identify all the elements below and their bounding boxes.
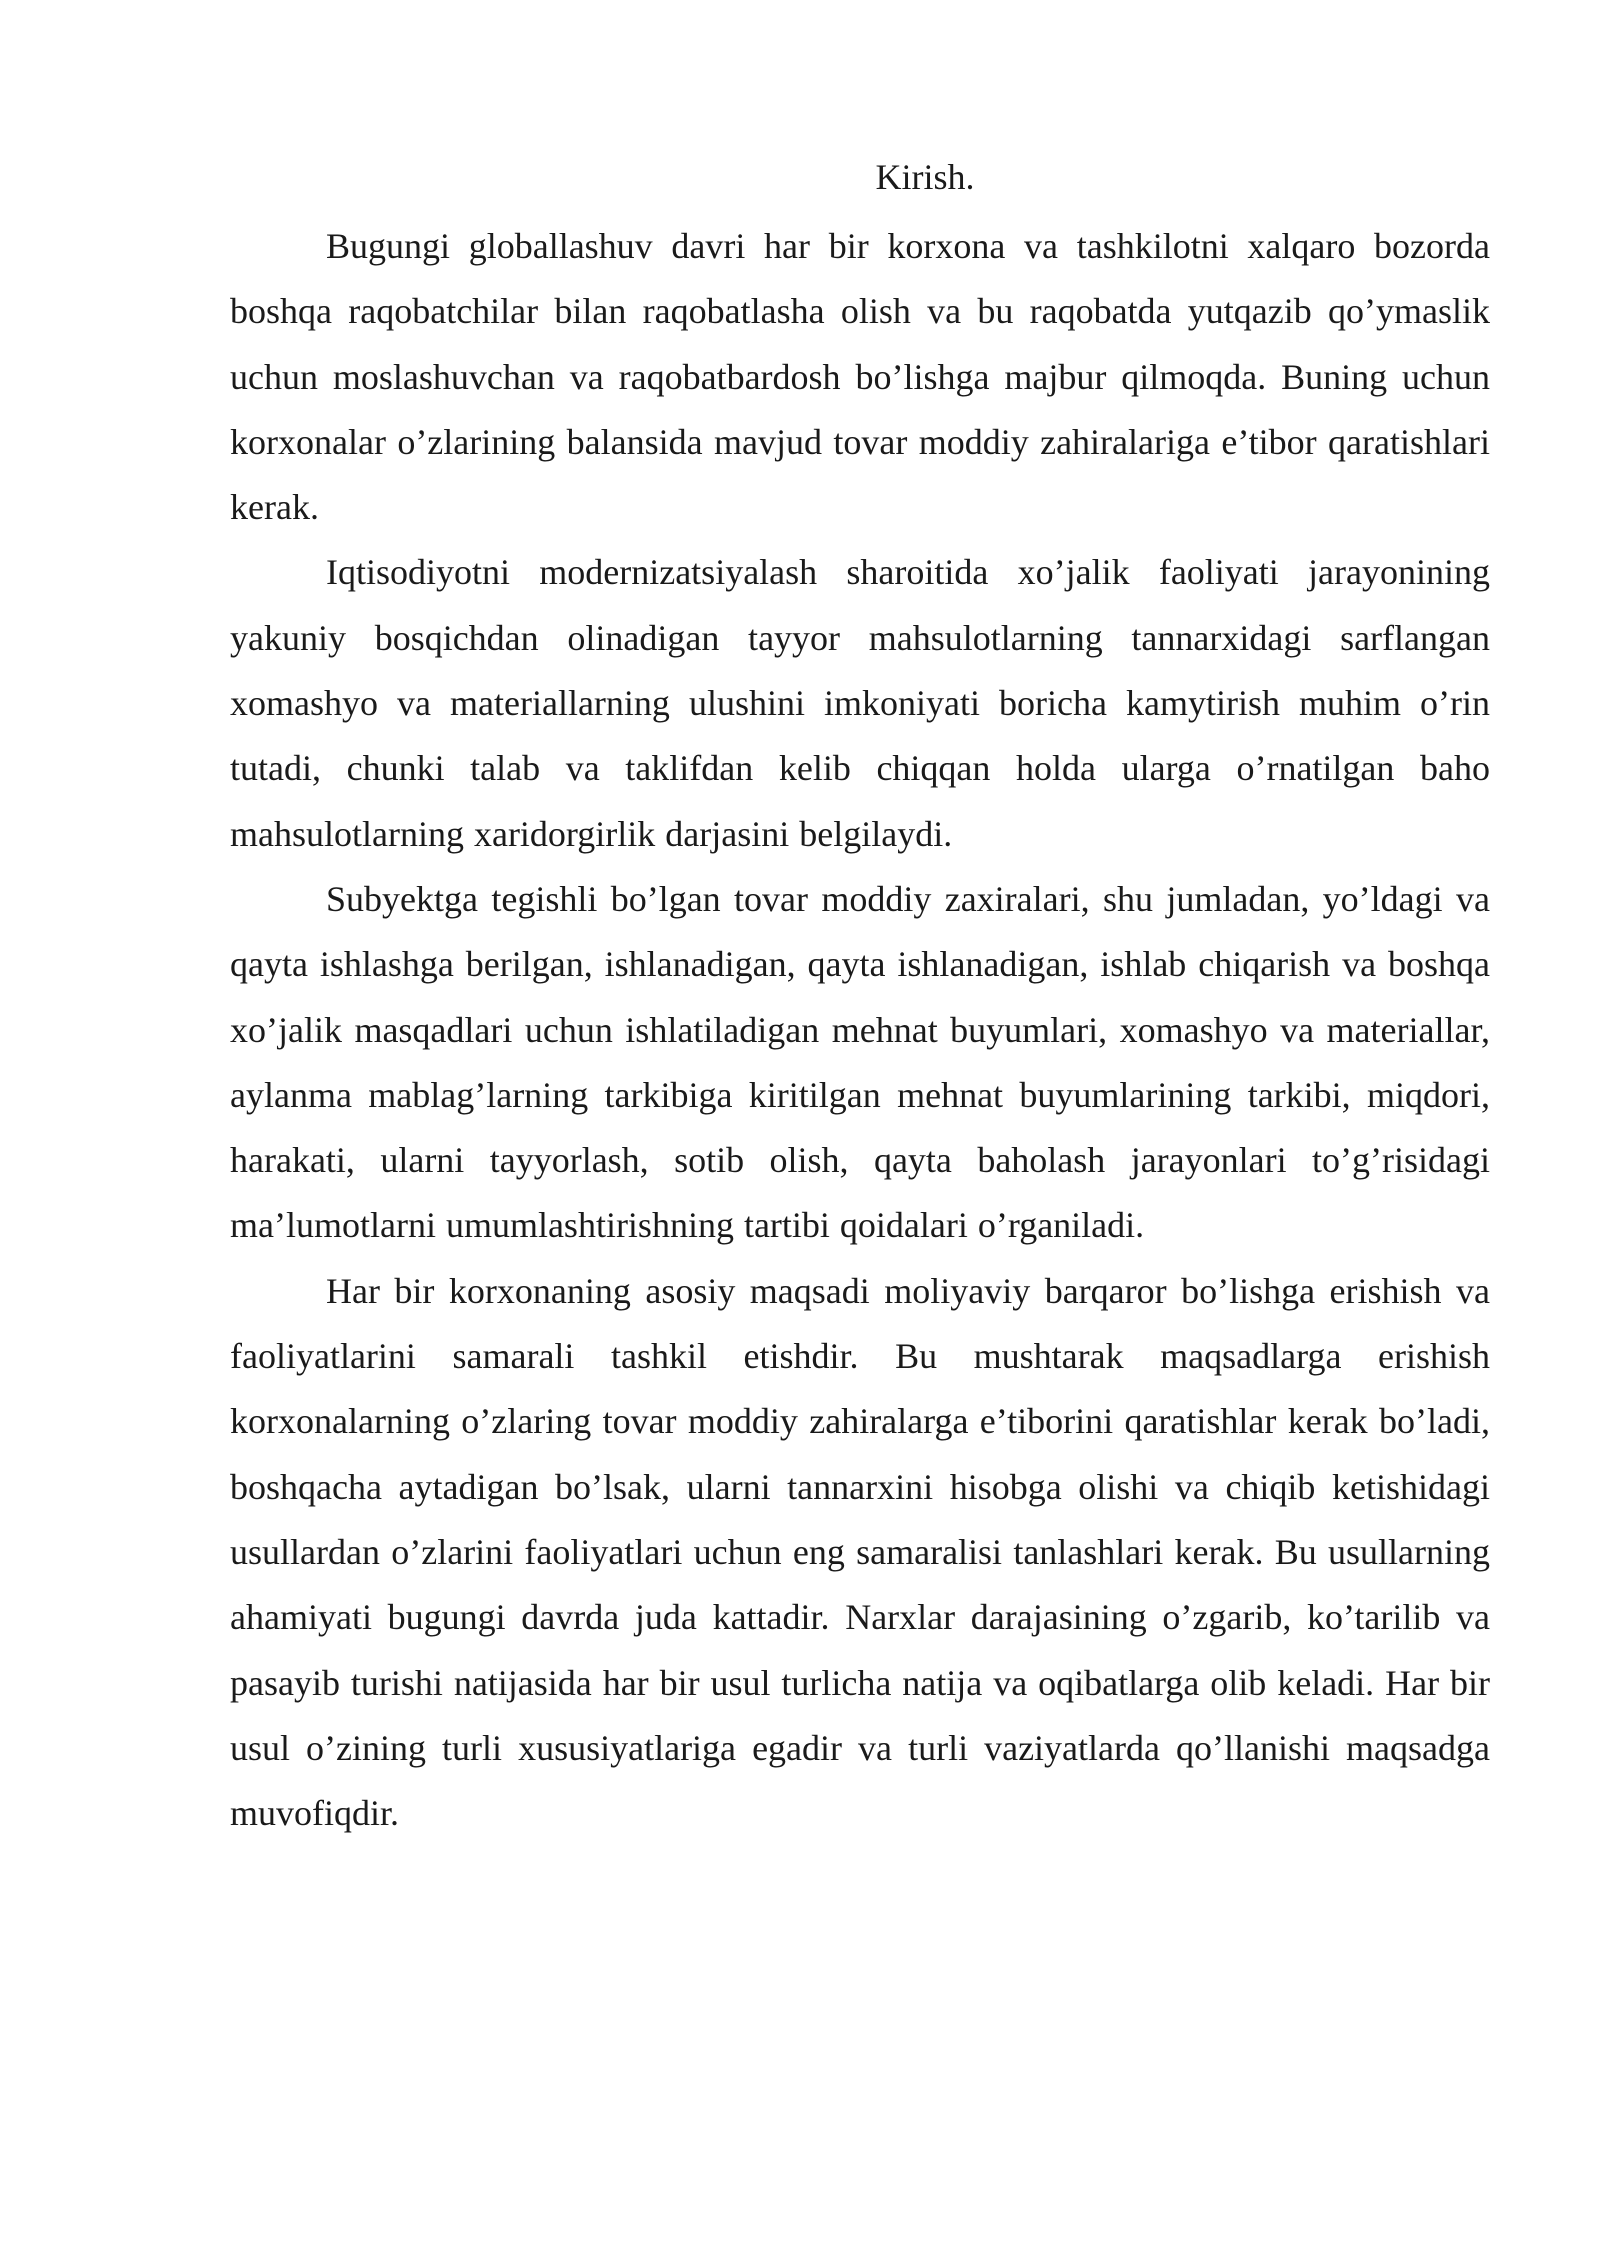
paragraph-2: Iqtisodiyotni modernizatsiyalash sharoitida xo’jalik faoliyati jarayonining yakuniy bosqichdan olinadigan tayyor mahsulotlarning tannarxidagi sarflangan xomashyo va materiallarning ulushini imkoniyati boricha kamytirish muhim o’rin tutadi, chunki talab va taklifdan kelib chiqqan holda ularga o’rnatilgan baho mahsulotlarning xaridorgirlik darjasini belgilaydi.	[230, 552, 1490, 854]
paragraph-4: Har bir korxonaning asosiy maqsadi moliyaviy barqaror bo’lishga erishish va faoliyatlarini samarali tashkil etishdir. Bu mushtarak maqsadlarga erishish korxonalarning o’zlaring tovar moddiy zahiralarga e’tiborini qaratishlar kerak bo’ladi, boshqacha aytadigan bo’lsak, ularni tannarxini hisobga olishi va chiqib ketishidagi usullardan o’zlarini faoliyatlari uchun eng samaralisi tanlashlari kerak. Bu usullarning ahamiyati bugungi davrda juda kattadir. Narxlar darajasining o’zgarib, ko’tarilib va pasayib turishi natijasida har bir usul turlicha natija va oqibatlarga olib keladi. Har bir usul o’zining turli xususiyatlariga egadir va turli vaziyatlarda qo’llanishi maqsadga muvofiqdir.	[230, 1270, 1490, 1834]
paragraph-3: Subyektga tegishli bo’lgan tovar moddiy zaxiralari, shu jumladan, yo’ldagi va qayta ishlashga berilgan, ishlanadigan, qayta ishlanadigan, ishlab chiqarish va boshqa xo’jalik masqadlari uchun ishlatiladigan mehnat buyumlari, xomashyo va materiallar, aylanma mablag’larning tarkibiga kiritilgan mehnat buyumlarining tarkibi, miqdori, harakati, ularni tayyorlash, sotib olish, qayta baholash jarayonlari to’g’risidagi ma’lumotlarni umumlashtirishning tartibi qoidalari o’rganiladi.	[230, 878, 1490, 1246]
document-page	[230, 150, 1490, 1846]
paragraph-1: Bugungi globallashuv davri har bir korxona va tashkilotni xalqaro bozorda boshqa raqobatchilar bilan raqobatlasha olish va bu raqobatda yutqazib qo’ymaslik uchun moslashuvchan va raqobatbardosh bo’lishga majbur qilmoqda. Buning uchun korxonalar o’zlarining balansida mavjud tovar moddiy zahiralariga e’tibor qaratishlari kerak.	[230, 226, 1490, 528]
document-title: Kirish.	[875, 157, 975, 197]
